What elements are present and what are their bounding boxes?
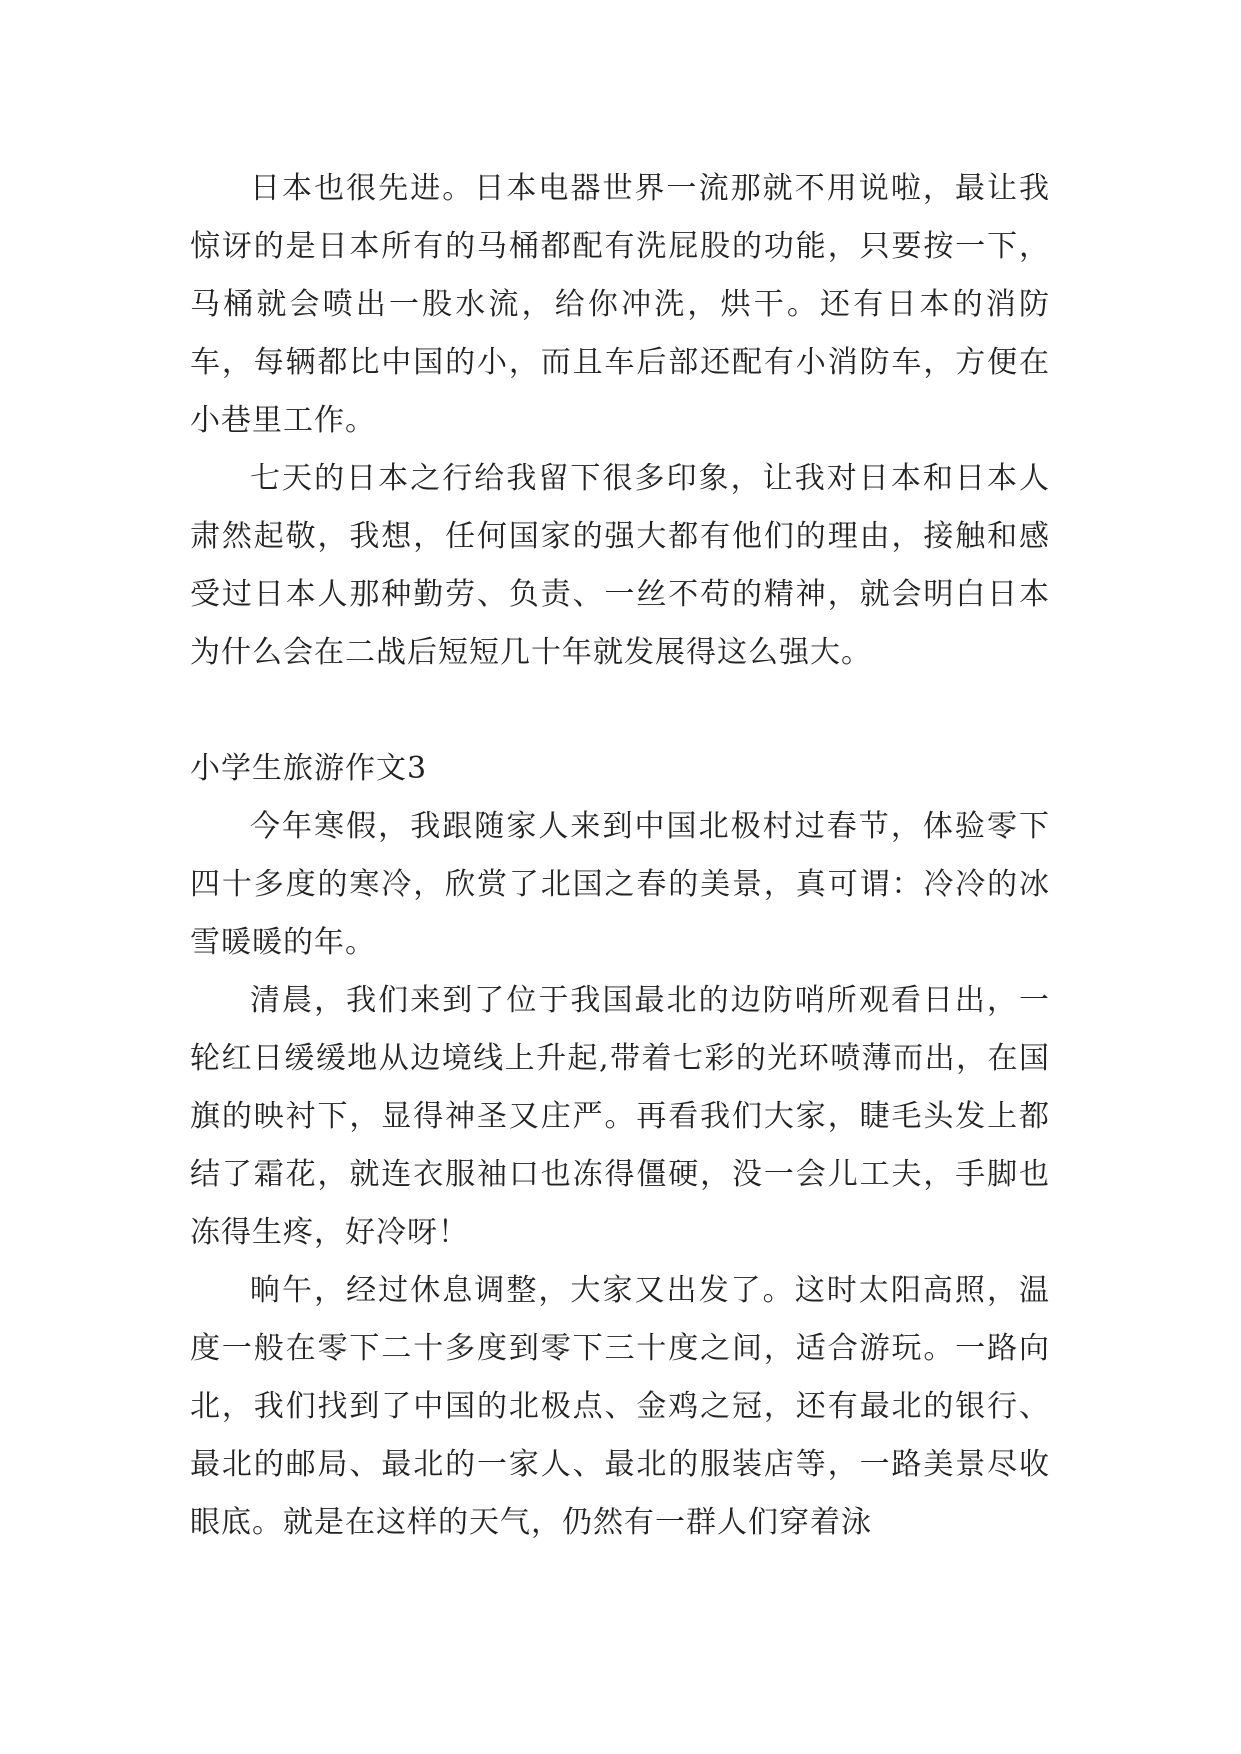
paragraph: 日本也很先进。日本电器世界一流那就不用说啦，最让我惊讶的是日本所有的马桶都配有洗屁股的功能，只要按一下，马桶就会喷出一股水流，给你冲洗，烘干。还有日本的消防车，每辆都比中国的小，而且车后部还配有小消防车，方便在小巷里工作。 <box>190 171 1050 438</box>
paragraph: 今年寒假，我跟随家人来到中国北极村过春节，体验零下四十多度的寒冷，欣赏了北国之春的美景，真可谓：冷冷的冰雪暖暖的年。 <box>190 809 1050 960</box>
document-body <box>190 160 1050 1552</box>
paragraph: 七天的日本之行给我留下很多印象，让我对日本和日本人肃然起敬，我想，任何国家的强大都有他们的理由，接触和感受过日本人那种勤劳、负责、一丝不苟的精神，就会明白日本为什么会在二战后短短几十年就发展得这么强大。 <box>190 461 1050 670</box>
section-heading: 小学生旅游作文3 <box>190 751 428 786</box>
paragraph: 晌午，经过休息调整，大家又出发了。这时太阳高照，温度一般在零下二十多度到零下三十度之间，适合游玩。一路向北，我们找到了中国的北极点、金鸡之冠，还有最北的银行、最北的邮局、最北的一家人、最北的服装店等，一路美景尽收眼底。就是在这样的天气，仍然有一群人们穿着泳 <box>190 1273 1050 1540</box>
paragraph: 清晨，我们来到了位于我国最北的边防哨所观看日出，一轮红日缓缓地从边境线上升起,带着七彩的光环喷薄而出，在国旗的映衬下，显得神圣又庄严。再看我们大家，睫毛头发上都结了霜花，就连衣服袖口也冻得僵硬，没一会儿工夫，手脚也冻得生疼，好冷呀！ <box>190 983 1050 1250</box>
